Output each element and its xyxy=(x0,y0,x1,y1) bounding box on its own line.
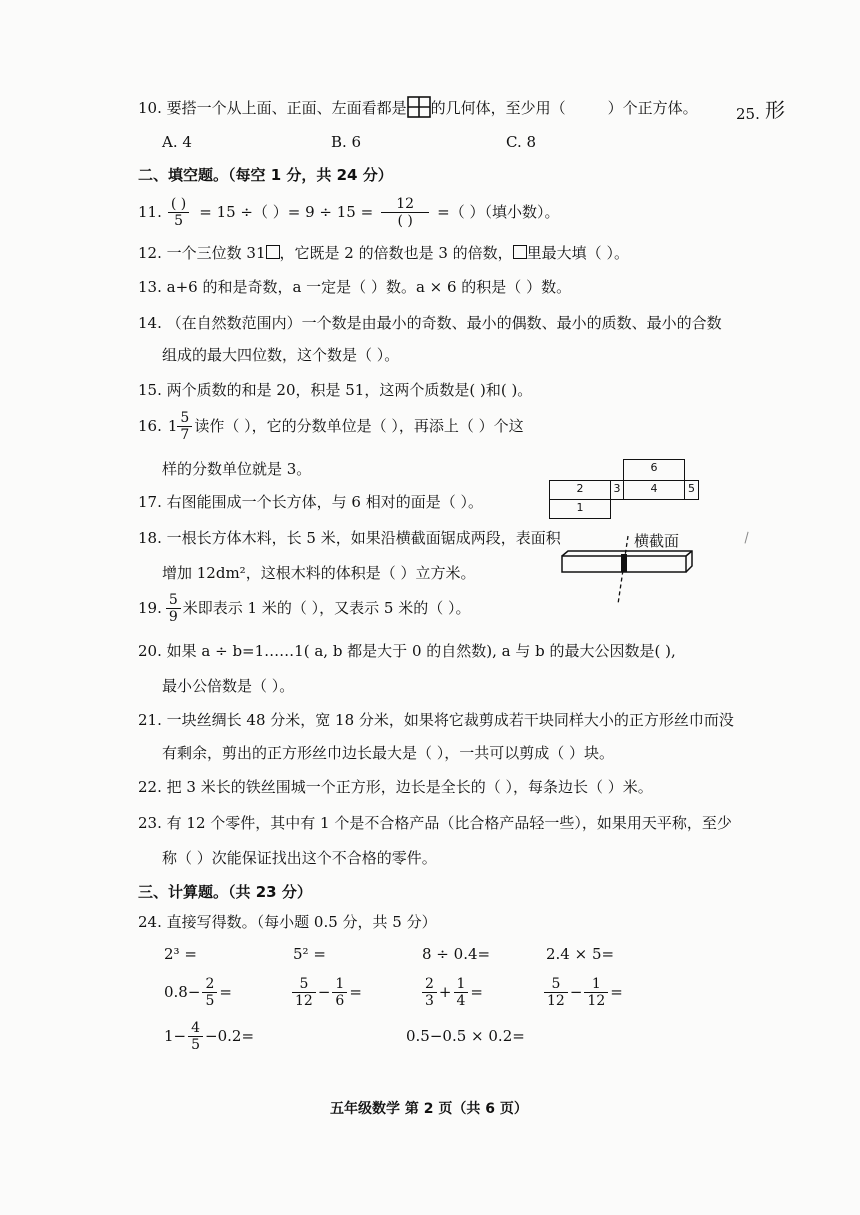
fraction-numerator: 12 xyxy=(381,196,429,213)
calc-text: + xyxy=(438,983,452,1001)
fraction-denominator: 12 xyxy=(295,992,313,1009)
question-text: 一个三位数 31 xyxy=(166,244,266,262)
net-face-6: 6 xyxy=(623,459,685,481)
net-face-3: 3 xyxy=(610,480,624,500)
calc-text: = xyxy=(610,983,623,1001)
calc-text: 0.8− xyxy=(164,983,201,1001)
question-text: =（ ）（填小数）。 xyxy=(437,203,560,221)
question-23-line2: 称（ ）次能保证找出这个不合格的零件。 xyxy=(162,849,437,867)
question-text: 要搭一个从上面、正面、左面看都是 xyxy=(166,99,407,117)
calc-8-div-0-4: 8 ÷ 0.4= xyxy=(422,945,491,963)
question-text: ）个正方体。 xyxy=(607,99,698,117)
calc-text: = xyxy=(219,983,232,1001)
option-c: C. 8 xyxy=(506,133,537,151)
question-13 xyxy=(138,277,571,297)
fraction xyxy=(188,1020,203,1053)
net-face-1: 1 xyxy=(549,499,611,519)
scan-mark xyxy=(745,532,752,545)
net-face-4: 4 xyxy=(623,480,685,500)
question-number: 18. xyxy=(138,529,162,547)
question-text: 如果 a ÷ b=1……1( a, b 都是大于 0 的自然数), a 与 b 的最大公因数是( ), xyxy=(166,642,676,660)
margin-number: 25. xyxy=(736,105,760,123)
question-text: 的几何体，至少用（ xyxy=(430,99,566,117)
fraction-denominator: 5 xyxy=(174,212,183,229)
question-14-line2: 组成的最大四位数，这个数是（ ）。 xyxy=(162,346,400,364)
question-text: 有 12 个零件，其中有 1 个是不合格产品（比合格产品轻一些），如果用天平称，至少 xyxy=(166,814,732,832)
question-number: 17. xyxy=(138,493,162,511)
fraction-denominator: 12 xyxy=(547,992,565,1009)
fraction-numerator: 5 xyxy=(292,976,316,993)
question-18-line2: 增加 12dm²，这根木料的体积是（ ）立方米。 xyxy=(162,564,476,582)
question-20 xyxy=(138,641,676,661)
question-11 xyxy=(138,190,560,234)
fraction-denominator: ( ) xyxy=(397,212,413,229)
question-text: 直接写得数。（每小题 0.5 分，共 5 分） xyxy=(166,913,437,931)
calc-text: − xyxy=(317,983,331,1001)
fraction xyxy=(332,976,347,1009)
question-number: 19. xyxy=(138,599,162,617)
net-face-2: 2 xyxy=(549,480,611,500)
question-text: 两个质数的和是 20，积是 51，这两个质数是( )和( )。 xyxy=(166,381,533,399)
fraction-denominator: 9 xyxy=(168,608,178,625)
option-b: B. 6 xyxy=(331,133,362,151)
fraction xyxy=(422,976,437,1009)
question-text: 里最大填（ ）。 xyxy=(526,244,629,262)
question-text: 米即表示 1 米的（ ），又表示 5 米的（ ）。 xyxy=(182,599,471,617)
fraction-numerator: 1 xyxy=(584,976,608,993)
question-20-line2: 最小公倍数是（ ）。 xyxy=(162,677,295,695)
calc-0-8-minus-2-5 xyxy=(164,970,232,1014)
fraction-numerator: 4 xyxy=(188,1020,203,1037)
net-face-5: 5 xyxy=(684,480,699,500)
fraction xyxy=(381,196,429,229)
question-number: 15. xyxy=(138,381,162,399)
calc-5-12-minus-1-6 xyxy=(290,970,362,1014)
calc-text: = xyxy=(349,983,362,1001)
question-16 xyxy=(138,404,524,448)
question-number: 21. xyxy=(138,711,162,729)
question-text: 把 3 米长的铁丝围城一个正方形，边长是全长的（ ），每条边长（ ）米。 xyxy=(166,778,653,796)
timber-cross-section-diagram xyxy=(556,526,706,606)
question-14 xyxy=(138,313,722,333)
cube-view-icon xyxy=(407,96,431,118)
fraction xyxy=(454,976,469,1009)
fraction-numerator: 2 xyxy=(422,976,437,993)
fraction xyxy=(177,410,192,443)
question-19 xyxy=(138,586,470,630)
fraction-numerator: 1 xyxy=(454,976,469,993)
fraction xyxy=(292,976,316,1009)
question-22 xyxy=(138,777,653,797)
calc-1-minus-4-5-minus-0-2 xyxy=(164,1014,254,1058)
question-number: 24. xyxy=(138,913,162,931)
calc-text: = xyxy=(470,983,483,1001)
fraction-numerator: ( ) xyxy=(168,196,189,213)
section-heading-fill-in: 二、填空题。（每空 1 分，共 24 分） xyxy=(138,166,393,184)
question-number: 23. xyxy=(138,814,162,832)
cuboid-net-diagram xyxy=(549,459,701,519)
fraction xyxy=(202,976,217,1009)
fraction xyxy=(166,592,181,625)
question-text: = 15 ÷（ ）= 9 ÷ 15 = xyxy=(199,203,374,221)
option-a: A. 4 xyxy=(162,133,192,151)
question-number: 13. xyxy=(138,278,162,296)
question-text: 读作（ ），它的分数单位是（ ），再添上（ ）个这 xyxy=(194,417,524,435)
question-text: 一根长方体木料，长 5 米，如果沿横截面锯成两段，表面积 xyxy=(166,529,561,547)
question-text: a+6 的和是奇数，a 一定是（ ）数。a × 6 的积是（ ）数。 xyxy=(166,278,572,296)
question-text: ，它既是 2 的倍数也是 3 的倍数， xyxy=(279,244,513,262)
question-number: 11. xyxy=(138,203,162,221)
question-number: 12. xyxy=(138,244,162,262)
question-number: 20. xyxy=(138,642,162,660)
page-footer: 五年级数学 第 2 页（共 6 页） xyxy=(330,1101,528,1117)
fraction-numerator: 2 xyxy=(202,976,217,993)
question-text: 一块丝绸长 48 分米，宽 18 分米，如果将它裁剪成若干块同样大小的正方形丝巾而没 xyxy=(166,711,734,729)
question-12 xyxy=(138,243,629,263)
calc-2-cubed: 2³ = xyxy=(164,945,197,963)
calc-0-5-minus-0-5-times-0-2: 0.5−0.5 × 0.2= xyxy=(406,1027,525,1045)
calc-5-12-minus-1-12 xyxy=(542,970,623,1014)
mixed-number-whole: 1 xyxy=(167,417,178,435)
question-15 xyxy=(138,380,532,400)
calc-5-squared: 5² = xyxy=(293,945,326,963)
fraction-denominator: 5 xyxy=(205,992,215,1009)
calc-2-4-times-5: 2.4 × 5= xyxy=(546,945,615,963)
calc-text: 1− xyxy=(164,1027,187,1045)
fraction xyxy=(168,196,189,229)
question-16-line2: 样的分数单位就是 3。 xyxy=(162,460,312,478)
question-24 xyxy=(138,912,437,932)
question-10 xyxy=(138,96,698,118)
question-number: 10. xyxy=(138,99,162,117)
fraction-denominator: 3 xyxy=(425,992,434,1009)
fraction-numerator: 1 xyxy=(332,976,347,993)
fraction-denominator: 12 xyxy=(587,992,606,1009)
question-18 xyxy=(138,528,561,548)
calc-2-3-plus-1-4 xyxy=(420,970,483,1014)
question-number: 16. xyxy=(138,417,162,435)
blank-box-icon xyxy=(513,245,527,259)
cut-off-glyph: 形 xyxy=(765,98,785,122)
cross-section-label: 横截面 xyxy=(634,532,680,550)
fraction-numerator: 5 xyxy=(544,976,568,993)
section-heading-calculation: 三、计算题。（共 23 分） xyxy=(138,883,312,901)
fraction-denominator: 7 xyxy=(180,426,190,443)
question-17 xyxy=(138,492,483,512)
fraction xyxy=(584,976,608,1009)
fraction-denominator: 5 xyxy=(191,1036,201,1053)
fraction xyxy=(544,976,568,1009)
fraction-denominator: 4 xyxy=(456,992,466,1009)
question-text: 右图能围成一个长方体，与 6 相对的面是（ ）。 xyxy=(166,493,483,511)
fraction-denominator: 6 xyxy=(335,992,345,1009)
fraction-numerator: 5 xyxy=(177,410,192,427)
question-23 xyxy=(138,813,732,833)
question-number: 14. xyxy=(138,314,162,332)
calc-text: − xyxy=(569,983,583,1001)
question-21 xyxy=(138,710,734,730)
blank-box-icon xyxy=(266,245,280,259)
question-text: （在自然数范围内）一个数是由最小的奇数、最小的偶数、最小的质数、最小的合数 xyxy=(166,314,722,332)
fraction-numerator: 5 xyxy=(166,592,181,609)
question-number: 22. xyxy=(138,778,162,796)
calc-text: −0.2= xyxy=(205,1027,255,1045)
question-21-line2: 有剩余，剪出的正方形丝巾边长最大是（ ），一共可以剪成（ ）块。 xyxy=(162,744,615,762)
